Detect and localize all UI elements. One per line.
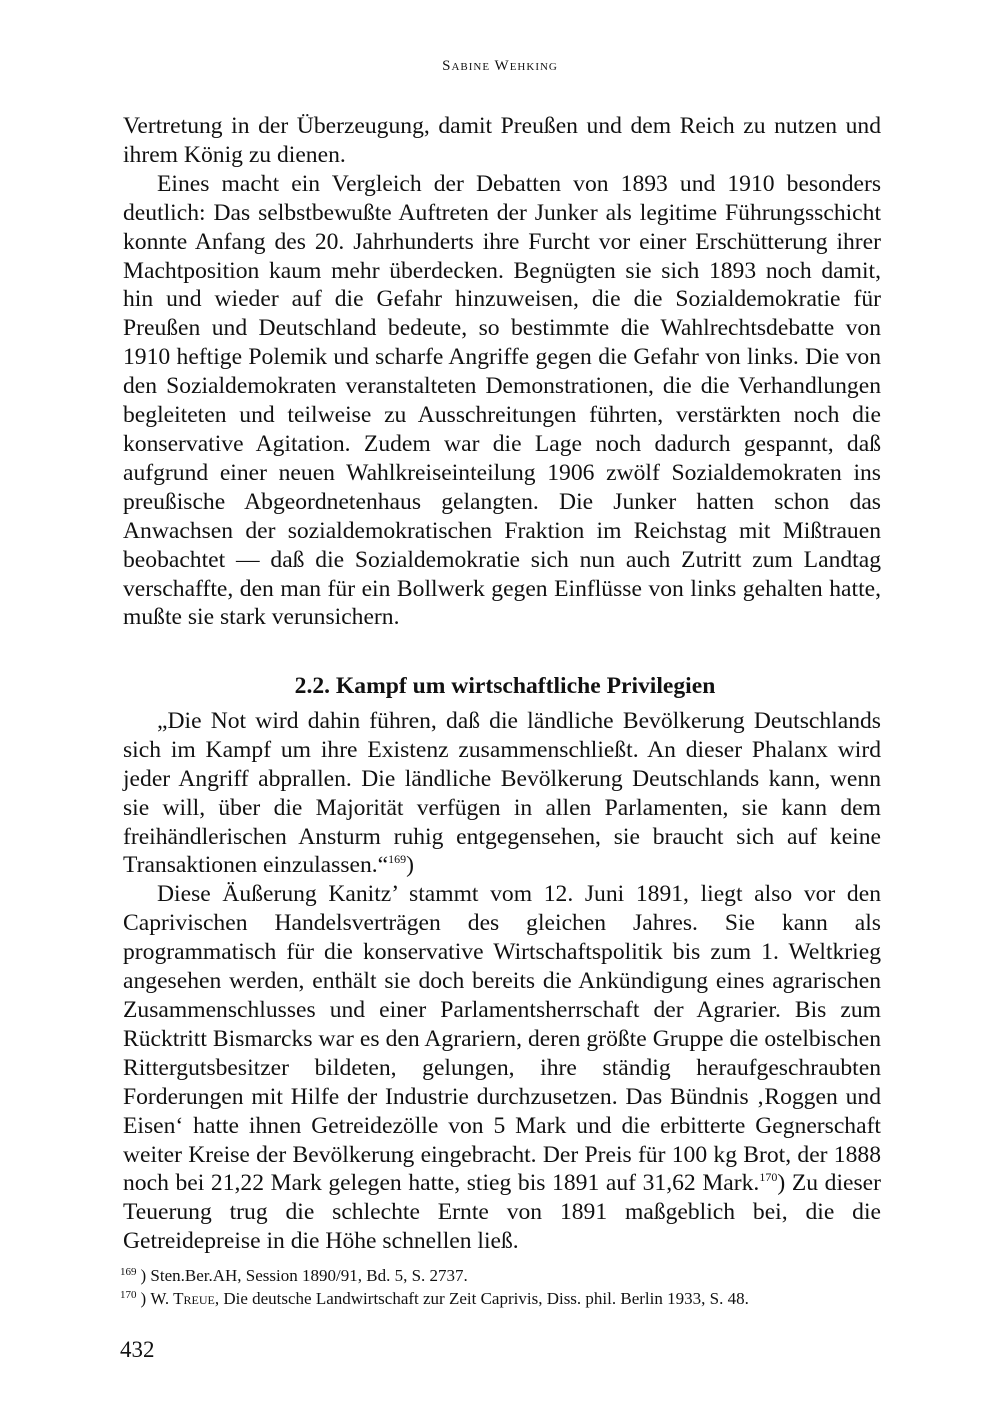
paragraph-kanitz-text-a: Diese Äußerung Kanitz’ stammt vom 12. Juni 1891, liegt also vor den Caprivischen Handelsverträgen des gleichen Jahres. Sie kann als programmatisch für die konservative Wirtschaftspolitik bis zum 1. Weltkrieg angesehen werden, enthält sie doch bereits die Ankündigung eines agrarischen Zusammenschlusses und einer Parlamentsherrschaft der Agrarier. Bis zum Rücktritt Bismarcks war es den Agrariern, deren größte Gruppe die ostelbischen Rittergutsbesitzer bildeten, gelungen, ihre ständig heraufgeschraubten Forderungen mit Hilfe der Industrie durchzusetzen. Das Bündnis ‚Roggen und Eisen‘ hatte ihnen Getreidezölle von 5 Mark und die erbitterte Gegnerschaft weiter Kreise der Bevölkerung eingebracht. Der Preis für 100 kg Brot, der 1888 noch bei 21,22 Mark gelegen hatte, stieg bis 1891 auf 31,62 Mark. <box>123 881 881 1197</box>
footnote-text: , Die deutsche Landwirtschaft zur Zeit Caprivis, Diss. phil. Berlin 1933, S. 48. <box>214 1289 749 1308</box>
running-head: Sabine Wehking <box>442 58 558 74</box>
footnote-ref-169: 169 <box>388 852 407 867</box>
footnote-ref-170: 170 <box>759 1170 778 1185</box>
section-body-1 <box>123 112 881 632</box>
paragraph-continued: Vertretung in der Überzeugung, damit Preußen und dem Reich zu nutzen und ihrem König zu dienen. <box>123 113 881 168</box>
footnote-number: 169 <box>120 1266 137 1278</box>
footnote-author: W. Treue <box>150 1289 215 1308</box>
section-body-2 <box>123 672 881 1256</box>
paragraph-kanitz: Diese Äußerung Kanitz’ stammt vom 12. Juni 1891, liegt also vor den Caprivischen Handelsverträgen des gleichen Jahres. Sie kann als programmatisch für die konservative Wirtschaftspolitik bis zum 1. Weltkrieg angesehen werden, enthält sie doch bereits die Ankündigung eines agrarischen Zusammenschlusses und einer Parlamentsherrschaft der Agrarier. Bis zum Rücktritt Bismarcks war es den Agrariern, deren größte Gruppe die ostelbischen Rittergutsbesitzer bildeten, gelungen, ihre ständig heraufgeschraubten Forderungen mit Hilfe der Industrie durchzusetzen. Das Bündnis ‚Roggen und Eisen‘ hatte ihnen Getreidezölle von 5 Mark und die erbitterte Gegnerschaft weiter Kreise der Bevölkerung eingebracht. Der Preis für 100 kg Brot, der 1888 noch bei 21,22 Mark gelegen hatte, stieg bis 1891 auf 31,62 Mark.$^{170}$) Zu dieser Teuerung trug die schlechte Ernte von 1891 maßgeblich bei, die die Getreidepreise in die Höhe schnellen ließ. <box>123 881 881 1255</box>
footnotes <box>120 1264 890 1310</box>
section-heading: 2.2. Kampf um wirtschaftliche Privilegien <box>294 673 716 699</box>
footnote-number: 170 <box>120 1289 137 1301</box>
paragraph-debate-comparison: Eines macht ein Vergleich der Debatten von 1893 und 1910 besonders deutlich: Das selbstbewußte Auftreten der Junker als legitime Führungsschicht konnte Anfang des 20. Jahrhunderts ihre Furcht vor einer Erschütterung ihrer Machtposition kaum mehr überdecken. Begnügten sie sich 1893 noch damit, hin und wieder auf die Gefahr hinzuweisen, die die Sozialdemokratie für Preußen und Deutschland bedeute, so bestimmte die Wahlrechtsdebatte von 1910 heftige Polemik und scharfe Angriffe gegen die Gefahr von links. Die von den Sozialdemokraten veranstalteten Demonstrationen, die die Verhandlungen begleiteten und teilweise zu Ausschreitungen führten, verstärkten noch die konservative Agitation. Zudem war die Lage noch dadurch gespannt, daß aufgrund einer neuen Wahlkreiseinteilung 1906 zwölf Sozialdemokraten ins preußische Abgeordnetenhaus gelangten. Die Junker hatten schon das Anwachsen der sozialdemokratischen Fraktion im Reichstag mit Mißtrauen beobachtet — daß die Sozialdemokratie sich nun auch Zutritt zum Landtag verschaffte, den man für ein Bollwerk gegen Einflüsse von links gehalten hatte, mußte sie stark verunsichern. <box>123 170 881 631</box>
quote-text: „Die Not wird dahin führen, daß die ländliche Bevölkerung Deutschlands sich im Kampf um ihre Existenz zusammenschließt. An dieser Phalanx wird jeder Angriff abprallen. Die ländliche Bevölkerung Deutschlands kann, wenn sie will, über die Majorität verfügen in allen Parlamenten, sie kann dem freihändlerischen Ansturm ruhig entgegensehen, sie braucht sich auf keine Transaktionen einzulassen.“ <box>123 707 881 879</box>
paragraph-kanitz-text-b: Zu dieser Teuerung trug die schlechte Ernte von 1891 maßgeblich bei, die die Getreidepreise in die Höhe schnellen ließ. <box>123 1170 881 1255</box>
quote-paragraph: „Die Not wird dahin führen, daß die ländliche Bevölkerung Deutschlands sich im Kampf um ihre Existenz zusammenschließt. An dieser Phalanx wird jeder Angriff abprallen. Die ländliche Bevölkerung Deutschlands kann, wenn sie will, über die Majorität verfügen in allen Parlamenten, sie kann dem freihändlerischen Ansturm ruhig entgegensehen, sie braucht sich auf keine Transaktionen einzulassen.“$^{169}$) <box>123 707 881 879</box>
footnote-169: $^{169}$ ) Sten.Ber.AH, Session 1890/91, Bd. 5, S. 2737. <box>120 1266 468 1285</box>
footnote-text: Sten.Ber.AH, Session 1890/91, Bd. 5, S. 2737. <box>150 1266 468 1285</box>
footnote-170: $^{170}$ ) W. Treue, Die deutsche Landwirtschaft zur Zeit Caprivis, Diss. phil. Berlin 1933, S. 48. <box>120 1289 749 1308</box>
page-number: 432 <box>120 1337 155 1362</box>
